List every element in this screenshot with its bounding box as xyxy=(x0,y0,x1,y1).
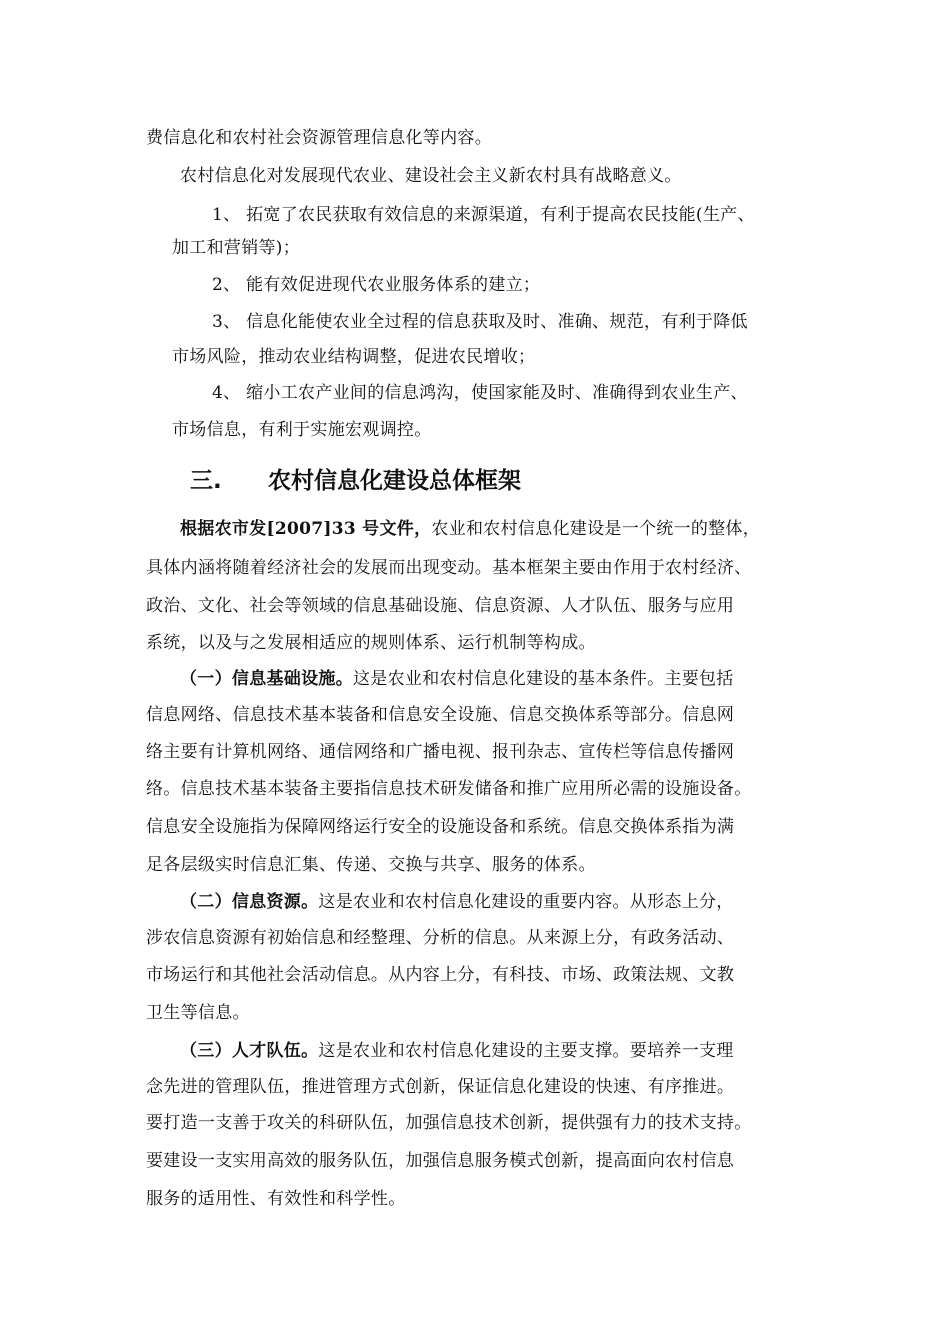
paragraph-line: 念先进的管理队伍，推进管理方式创新，保证信息化建设的快速、有序推进。 xyxy=(146,1077,735,1097)
paragraph-line: 具体内涵将随着经济社会的发展而出现变动。基本框架主要由作用于农村经济、 xyxy=(146,558,752,578)
section-title: 农村信息化建设总体框架 xyxy=(268,468,521,494)
bold-lead: （三）人才队伍。 xyxy=(180,1041,319,1061)
list-item-3: 3、 信息化能使农业全过程的信息获取及时、准确、规范，有利于降低 xyxy=(212,312,748,332)
paragraph-line: 系统，以及与之发展相适应的规则体系、运行机制等构成。 xyxy=(146,633,596,653)
bold-lead: （一）信息基础设施。 xyxy=(180,669,353,689)
section-number: 三. xyxy=(190,468,222,494)
bold-lead: （二）信息资源。 xyxy=(180,892,319,912)
paragraph-line: （一）信息基础设施。这是农业和农村信息化建设的基本条件。主要包括 xyxy=(180,669,734,689)
paragraph-line: 络。信息技术基本装备主要指信息技术研发储备和推广应用所必需的设施设备。 xyxy=(146,779,752,799)
paragraph-line: 要建设一支实用高效的服务队伍，加强信息服务模式创新，提高面向农村信息 xyxy=(146,1151,735,1171)
paragraph-line: 足各层级实时信息汇集、传递、交换与共享、服务的体系。 xyxy=(146,855,596,875)
paragraph-line: （三）人才队伍。这是农业和农村信息化建设的主要支撑。要培养一支理 xyxy=(180,1041,734,1061)
section-heading xyxy=(190,466,521,496)
list-item-1-cont: 加工和营销等)； xyxy=(172,238,301,258)
paragraph-line: 服务的适用性、有效性和科学性。 xyxy=(146,1189,406,1209)
list-item-1: 1、 拓宽了农民获取有效信息的来源渠道，有利于提高农民技能(生产、 xyxy=(212,205,755,225)
paragraph-line: 要打造一支善于攻关的科研队伍，加强信息技术创新，提供强有力的技术支持。 xyxy=(146,1113,752,1133)
paragraph-line: 市场运行和其他社会活动信息。从内容上分，有科技、市场、政策法规、文教 xyxy=(146,965,735,985)
list-item-4-cont: 市场信息，有利于实施宏观调控。 xyxy=(172,420,432,440)
paragraph-line: 根据农市发[2007]33 号文件，农业和农村信息化建设是一个统一的整体， xyxy=(180,519,761,539)
paragraph-line: （二）信息资源。这是农业和农村信息化建设的重要内容。从形态上分， xyxy=(180,892,734,912)
list-item-2: 2、 能有效促进现代农业服务体系的建立； xyxy=(212,275,541,295)
paragraph-line: 涉农信息资源有初始信息和经整理、分析的信息。从来源上分，有政务活动、 xyxy=(146,928,735,948)
text-line: 农村信息化对发展现代农业、建设社会主义新农村具有战略意义。 xyxy=(180,166,682,186)
paragraph-line: 信息网络、信息技术基本装备和信息安全设施、信息交换体系等部分。信息网 xyxy=(146,705,735,725)
list-item-3-cont: 市场风险，推动农业结构调整，促进农民增收； xyxy=(172,347,536,367)
list-item-4: 4、 缩小工农产业间的信息鸿沟，使国家能及时、准确得到农业生产、 xyxy=(212,383,748,403)
paragraph-line: 信息安全设施指为保障网络运行安全的设施设备和系统。信息交换体系指为满 xyxy=(146,817,735,837)
paragraph-line: 卫生等信息。 xyxy=(146,1003,250,1023)
text-line: 费信息化和农村社会资源管理信息化等内容。 xyxy=(146,128,492,148)
paragraph-line: 政治、文化、社会等领域的信息基础设施、信息资源、人才队伍、服务与应用 xyxy=(146,596,735,616)
paragraph-line: 络主要有计算机网络、通信网络和广播电视、报刊杂志、宣传栏等信息传播网 xyxy=(146,742,735,762)
bold-lead: 根据农市发[2007]33 号文件， xyxy=(180,519,432,539)
